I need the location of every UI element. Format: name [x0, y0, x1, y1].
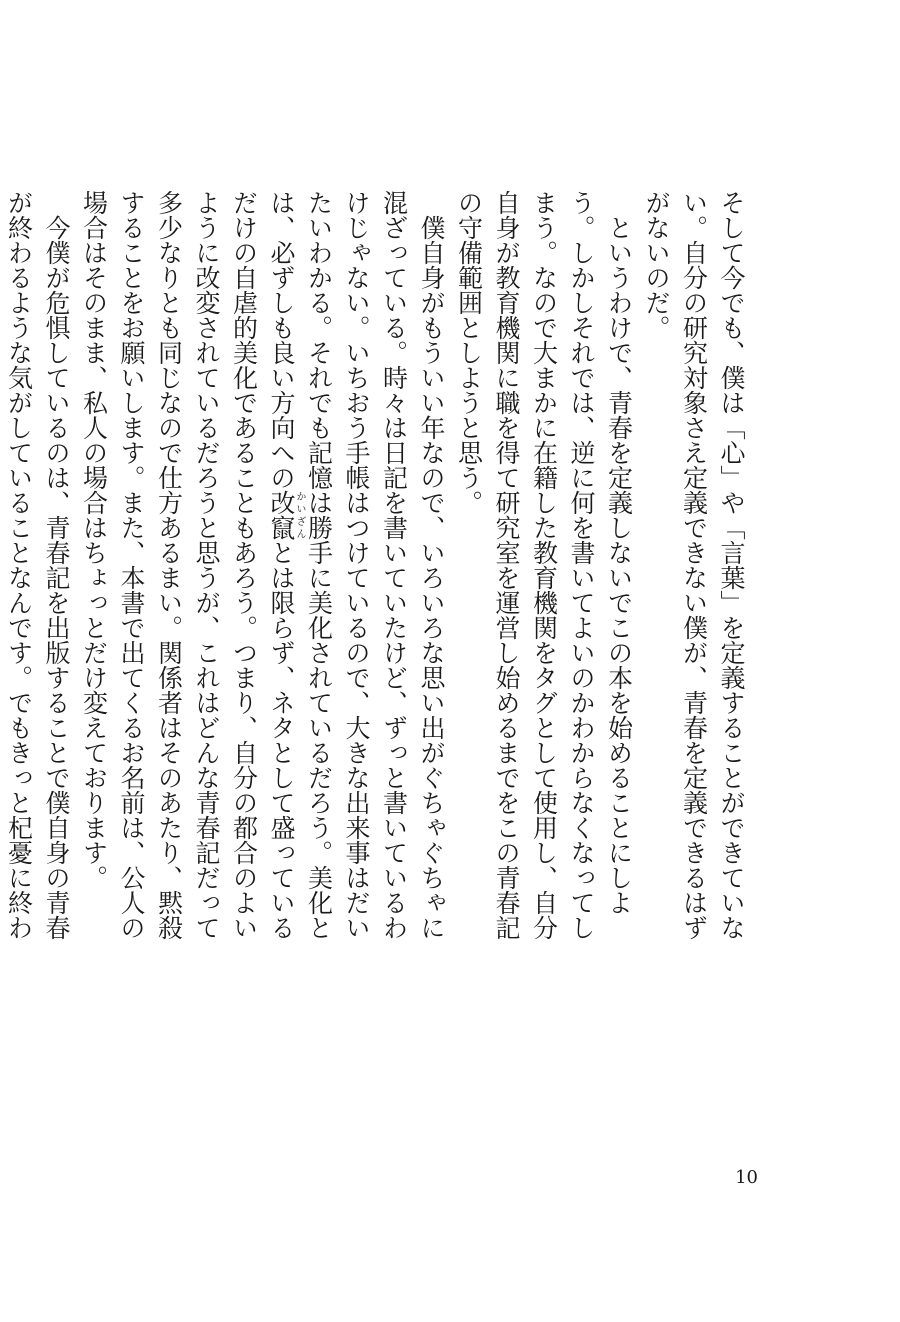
ruby-kaizan: [267, 490, 305, 540]
page-number: 10: [735, 1167, 758, 1188]
paragraph-4: 今僕が危惧しているのは、青春記を出版することで僕自身の青春が終わるような気がしていることなんです。でもきっと杞憂に終わ: [4, 190, 71, 940]
paragraph-3-part-b: とは限らず、ネタとして盛っているだけの自虐的美化であることもあろう。つまり、自分の都合のよいように改変されているだろうと思うが、これはどんな青春記だって多少なりとも同じなので仕方あるまい。関係者はそのあたり、黙殺することをお願いします。また、本書で出てくるお名前は、公人の場合はそのまま、私人の場合はちょっとだけ変えております。: [79, 190, 296, 940]
paragraph-3-part-a: 僕自身がもういい年なので、いろいろな思い出がぐちゃぐちゃに混ざっている。時々は日記を書いていたけど、ずっと書いているわけじゃない。いちおう手帳はつけているので、大きな出来事はだいたいわかる。それでも記憶は勝手に美化されているだろう。美化とは、必ずしも良い方向への: [267, 190, 446, 940]
paragraph-2: というわけで、青春を定義しないでこの本を始めることにしよう。しかしそれでは、逆に何を書いてよいのかわからなくなってしまう。なので大まかに在籍した教育機関をタグとして使用し、自分自身が教育機関に職を得て研究室を運営し始めるまでをこの青春記の守備範囲としようと思う。: [454, 190, 634, 940]
ruby-reading: かいざん: [294, 490, 305, 540]
paragraph-3: [75, 190, 450, 950]
body-text: [4, 190, 750, 950]
paragraph-1: そして今でも、僕は「心」や「言葉」を定義することができていない。自分の研究対象さえ定義できない僕が、青春を定義できるはずがないのだ。: [642, 190, 746, 940]
ruby-base: 改竄: [267, 490, 296, 540]
